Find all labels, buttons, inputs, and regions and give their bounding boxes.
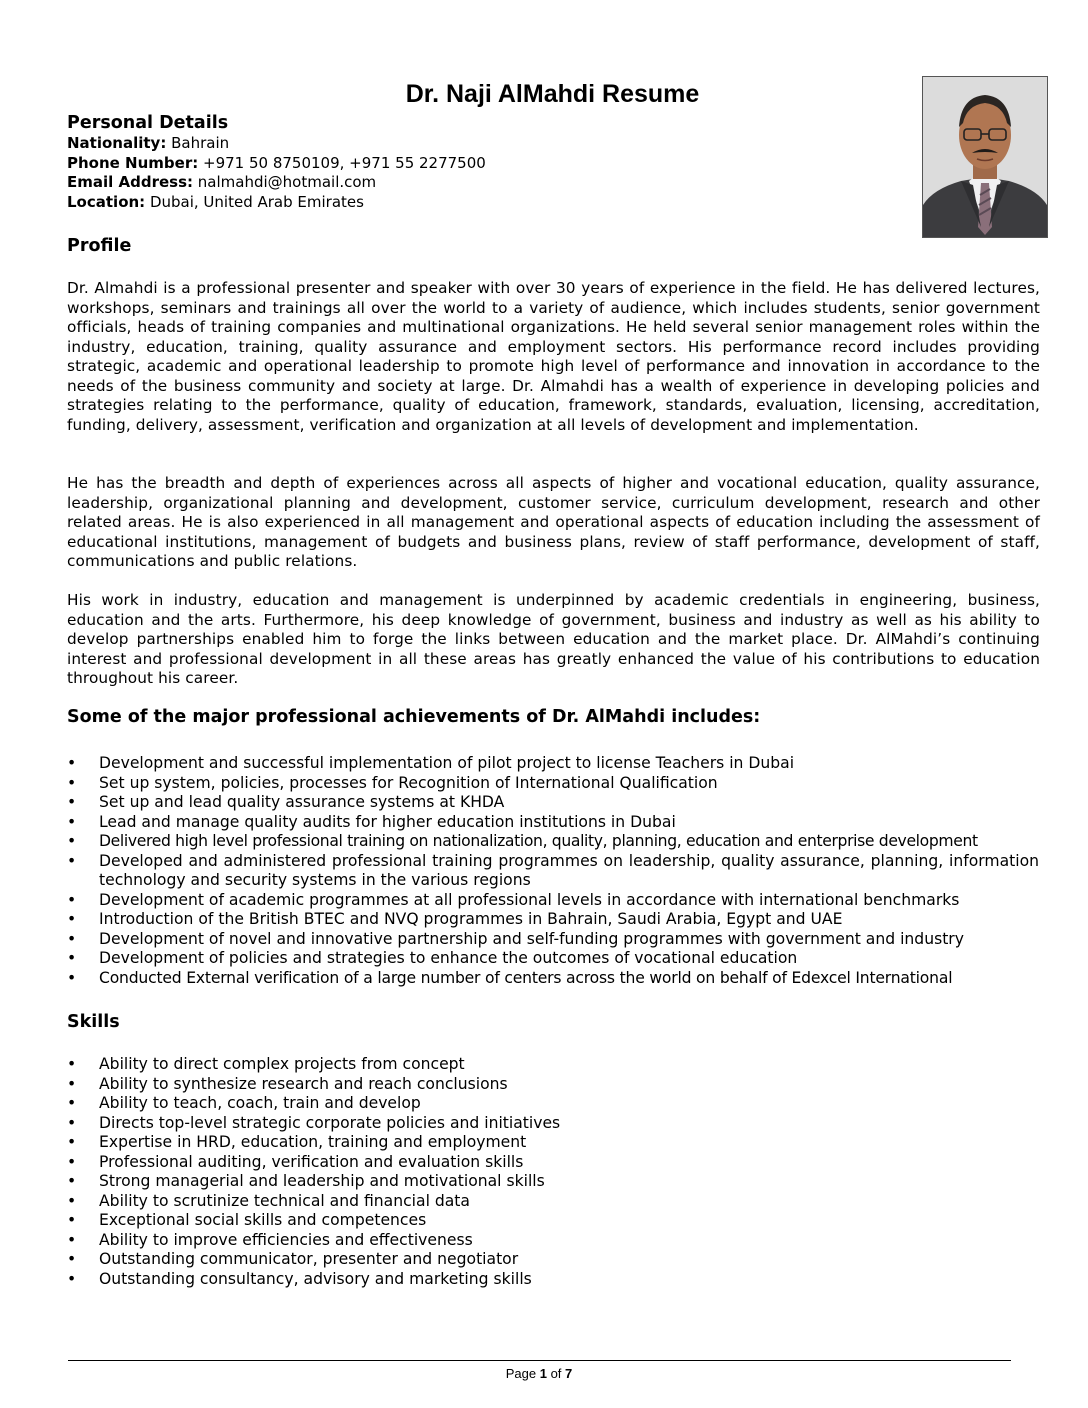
bullet-icon: • — [67, 1094, 77, 1112]
list-item: • Development of novel and innovative partnership and self-funding programmes with government and industry — [67, 929, 964, 948]
bullet-icon: • — [67, 910, 77, 928]
bullet-icon: • — [67, 890, 77, 909]
bullet-icon: • — [67, 968, 76, 987]
page-title: Dr. Naji AlMahdi Resume — [405, 80, 700, 108]
bullet-icon: • — [67, 773, 77, 792]
profile-paragraph-1: Dr. Almahdi is a professional presenter and speaker with over 30 years of experience in the field. He has delivered lectures, workshops, seminars and trainings all over the world to a variety of audience, which includes students, senior government officials, heads of training companies and multinational organizations. He held several senior management roles within the industry, education, training, quality assurance and employment sectors. His performance record includes providing strategic, academic and operational leadership to promote high level of performance and innovation in accordance to the needs of the business community and society at large. Dr. Almahdi has a wealth of experience in developing policies and strategies relating to the performance, quality of education, framework, standards, evaluation, licensing, accreditation, funding, delivery, assessment, verification and organization at all levels of development and implementation. — [67, 279, 1040, 434]
bullet-icon: • — [67, 1191, 77, 1210]
bullet-icon: • — [67, 793, 77, 811]
nationality-label: Nationality: — [67, 134, 167, 152]
list-item: • Outstanding communicator, presenter and negotiator — [67, 1250, 519, 1268]
list-item: • Set up system, policies, processes for Recognition of International Qualification — [67, 773, 718, 792]
achievements-heading: Some of the major professional achievements of Dr. AlMahdi includes: — [67, 707, 761, 727]
phone-value: +971 50 8750109, +971 55 2277500 — [203, 153, 486, 172]
list-item: • Exceptional social skills and competences — [67, 1211, 427, 1229]
list-item: • Ability to scrutinize technical and financial data — [67, 1191, 470, 1210]
bullet-icon: • — [67, 1211, 77, 1229]
skills-heading: Skills — [67, 1012, 120, 1032]
nationality-value: Bahrain — [171, 134, 230, 152]
list-item: • Ability to improve efficiencies and effectiveness — [67, 1230, 473, 1249]
bullet-icon: • — [67, 1230, 77, 1249]
location-value: Dubai, United Arab Emirates — [149, 192, 364, 211]
list-item: • Developed and administered professional training programmes on leadership, quality assurance, planning, information technology and security systems in the various regions — [67, 851, 1039, 889]
list-item: • Development of policies and strategies to enhance the outcomes of vocational education — [67, 949, 798, 967]
list-item: • Ability to synthesize research and reach conclusions — [67, 1074, 508, 1093]
bullet-icon: • — [67, 754, 77, 772]
location-row — [67, 193, 486, 213]
list-item: • Development of academic programmes at all professional levels in accordance with international benchmarks — [67, 890, 960, 909]
portrait-image — [923, 77, 1047, 237]
list-item: • Professional auditing, verification and evaluation skills — [67, 1152, 524, 1171]
bullet-icon: • — [67, 929, 77, 948]
profile-paragraph-2: He has the breadth and depth of experiences across all aspects of higher and vocational education, quality assurance, leadership, organizational planning and development, customer service, curriculum development, research and other related areas. He is also experienced in all management and operational aspects of education including the assessment of educational institutions, management of budgets and business plans, review of staff performance, development of staff, communications and public relations. — [67, 474, 1040, 570]
bullet-icon: • — [67, 1172, 77, 1190]
skills-list — [67, 1055, 1047, 1289]
email-value[interactable]: nalmahdi@hotmail.com — [197, 173, 377, 191]
bullet-icon: • — [67, 1074, 77, 1093]
list-item: • Set up and lead quality assurance systems at KHDA — [67, 793, 505, 811]
profile-paragraph-3: His work in industry, education and management is underpinned by academic credentials in engineering, business, education and the arts. Furthermore, his deep knowledge of government, business and industry as well as his ability to develop partnerships enabled him to forge the links between education and the market place. Dr. AlMahdi’s continuing interest and professional development in all these areas has greatly enhanced the value of his contributions to education throughout his career. — [67, 591, 1040, 687]
profile-heading: Profile — [67, 236, 132, 256]
list-item: • Expertise in HRD, education, training and employment — [67, 1133, 527, 1151]
footer-divider — [68, 1360, 1011, 1361]
list-item: • Introduction of the British BTEC and NVQ programmes in Bahrain, Saudi Arabia, Egypt and UAE — [67, 910, 843, 928]
email-row — [67, 173, 486, 193]
email-label: Email Address: — [67, 173, 194, 191]
list-item: • Outstanding consultancy, advisory and marketing skills — [67, 1269, 532, 1288]
phone-row — [67, 154, 486, 174]
bullet-icon: • — [67, 1250, 77, 1268]
bullet-icon: • — [67, 832, 76, 850]
bullet-icon: • — [67, 949, 77, 967]
list-item: • Lead and manage quality audits for higher education institutions in Dubai — [67, 812, 676, 831]
bullet-icon: • — [67, 1055, 77, 1073]
achievements-list — [67, 754, 1047, 988]
bullet-icon: • — [67, 851, 77, 870]
list-item: • Ability to direct complex projects from concept — [67, 1055, 465, 1073]
bullet-icon: • — [67, 1133, 77, 1151]
list-item: • Conducted External verification of a large number of centers across the world on behalf of Edexcel International — [67, 968, 953, 987]
profile-photo — [922, 76, 1048, 238]
bullet-icon: • — [67, 1269, 77, 1288]
list-item: • Delivered high level professional training on nationalization, quality, planning, education and enterprise development — [67, 832, 978, 850]
page-number: Page 1 of 7 — [505, 1366, 573, 1381]
list-item: • Development and successful implementation of pilot project to license Teachers in Dubai — [67, 754, 795, 772]
list-item: • Ability to teach, coach, train and develop — [67, 1094, 421, 1112]
location-label: Location: — [67, 192, 146, 211]
personal-details — [67, 134, 486, 212]
personal-details-heading: Personal Details — [67, 113, 229, 133]
bullet-icon: • — [67, 812, 77, 831]
list-item: • Strong managerial and leadership and motivational skills — [67, 1172, 545, 1190]
bullet-icon: • — [67, 1113, 77, 1132]
list-item: • Directs top-level strategic corporate policies and initiatives — [67, 1113, 561, 1132]
nationality-row — [67, 134, 486, 154]
phone-label: Phone Number: — [67, 153, 199, 172]
bullet-icon: • — [67, 1152, 77, 1171]
